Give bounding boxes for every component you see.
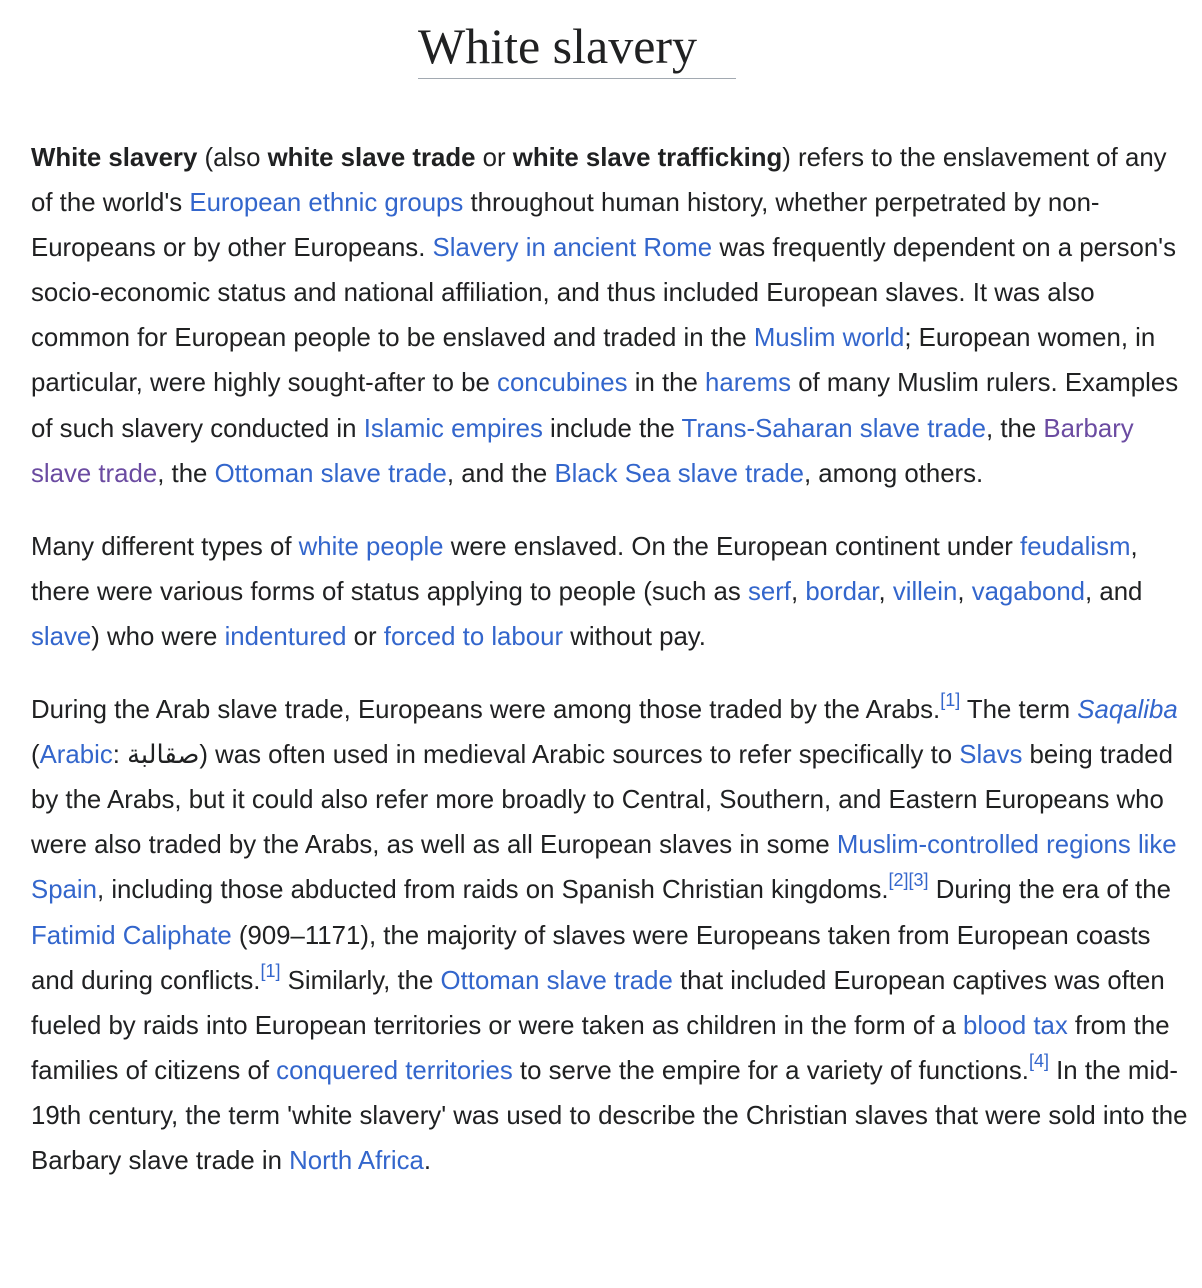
bold-term: white slave trade	[267, 144, 476, 172]
link-villein[interactable]: villein	[892, 577, 958, 606]
link-ottoman-slave-trade-2[interactable]: Ottoman slave trade	[440, 966, 673, 995]
text: from the families of citizens of	[31, 1011, 1170, 1085]
text: being traded by the Arabs, but it could also refer more broadly to Central, Southern, and Eastern Europeans who were also traded by the Arabs, as well as all European slaves in some	[31, 741, 1173, 860]
text: (also	[197, 144, 268, 172]
text: ) was often used in medieval Arabic sources to refer specifically to	[199, 741, 960, 770]
text: ,	[878, 577, 893, 606]
link-concubines[interactable]: concubines	[497, 369, 628, 398]
link-european-ethnic-groups[interactable]: European ethnic groups	[189, 189, 464, 218]
link-ottoman-slave-trade[interactable]: Ottoman slave trade	[214, 459, 447, 488]
text: ; European women, in particular, were highly sought-after to be	[31, 324, 1156, 398]
link-saqaliba[interactable]	[1077, 696, 1177, 724]
link-trans-saharan-slave-trade[interactable]: Trans-Saharan slave trade	[681, 414, 986, 443]
link-slave[interactable]: slave	[31, 622, 92, 651]
text: or	[475, 144, 513, 172]
link-forced-to-labour[interactable]: forced to labour	[383, 622, 564, 651]
paragraph-intro	[31, 136, 1191, 497]
text: (	[31, 741, 40, 770]
link-serf[interactable]: serf	[747, 577, 791, 606]
text: .	[423, 1146, 432, 1175]
reference-4[interactable]: [4]	[1028, 1050, 1049, 1071]
link-black-sea-slave-trade[interactable]: Black Sea slave trade	[554, 459, 804, 488]
link-slavs[interactable]: Slavs	[959, 741, 1023, 770]
text: During the era of the	[928, 876, 1171, 905]
text: , among others.	[803, 459, 984, 488]
link-islamic-empires[interactable]: Islamic empires	[363, 414, 543, 443]
link-indentured[interactable]: indentured	[224, 622, 347, 651]
text: (909–1171), the majority of slaves were Europeans taken from European coasts and during conflicts.	[31, 921, 1151, 995]
reference-1-again[interactable]: [1]	[260, 960, 281, 981]
link-bordar[interactable]: bordar	[805, 577, 879, 606]
link-saqaliba-label: Saqaliba	[1077, 696, 1178, 725]
text: The term	[960, 696, 1078, 725]
link-barbary-slave-trade[interactable]: Barbary slave trade	[31, 414, 1134, 488]
bold-term: White slavery	[31, 144, 198, 172]
link-arabic[interactable]: Arabic	[39, 741, 113, 770]
link-vagabond[interactable]: vagabond	[971, 577, 1086, 606]
text: in the	[627, 369, 706, 398]
text: was frequently dependent on a person's socio-economic status and national affiliation, and thus included European slaves. It was also common for European people to be enslaved and traded in the	[31, 234, 1177, 353]
link-blood-tax[interactable]: blood tax	[963, 1011, 1068, 1040]
reference-1[interactable]: [1]	[940, 690, 961, 711]
link-white-people[interactable]: white people	[298, 532, 444, 561]
text: In the mid-19th century, the term 'white slavery' was used to describe the Christian slaves that were sold into the Barbary slave trade in	[31, 1056, 1188, 1175]
article-body	[31, 136, 1191, 1212]
text: During the Arab slave trade, Europeans were among those traded by the Arabs.	[31, 696, 941, 725]
text: were enslaved. On the European continent under	[443, 532, 1021, 561]
bold-term: white slave trafficking	[512, 144, 783, 172]
text: ,	[957, 577, 972, 606]
text: , the	[157, 459, 215, 488]
link-muslim-world[interactable]: Muslim world	[753, 324, 905, 353]
text: ) refers to the enslavement of any of the world's	[31, 144, 1167, 218]
text: Similarly, the	[280, 966, 441, 995]
text: :	[112, 741, 128, 770]
reference-2[interactable]: [2]	[888, 870, 909, 891]
text: Many different types of	[31, 532, 299, 561]
text: , and the	[446, 459, 555, 488]
link-conquered-territories[interactable]: conquered territories	[276, 1056, 513, 1085]
text: include the	[542, 414, 682, 443]
paragraph-types	[31, 525, 1191, 660]
link-fatimid-caliphate[interactable]: Fatimid Caliphate	[31, 921, 232, 950]
text: , including those abducted from raids on Spanish Christian kingdoms.	[96, 876, 889, 905]
link-muslim-controlled-regions-spain[interactable]: Muslim-controlled regions like Spain	[31, 831, 1177, 905]
link-north-africa[interactable]: North Africa	[289, 1146, 424, 1175]
arabic-term: صقالبة	[127, 741, 200, 770]
text: ) who were	[91, 622, 225, 651]
link-feudalism[interactable]: feudalism	[1020, 532, 1131, 561]
reference-3[interactable]: [3]	[908, 870, 929, 891]
page-title: White slavery	[418, 18, 698, 74]
text: throughout human history, whether perpetrated by non-Europeans or by other Europeans.	[31, 189, 1100, 263]
link-slavery-ancient-rome[interactable]: Slavery in ancient Rome	[432, 234, 713, 263]
text: , and	[1085, 577, 1143, 606]
text: , the	[986, 414, 1044, 443]
paragraph-arab-trade	[31, 688, 1191, 1184]
text: of many Muslim rulers. Examples of such slavery conducted in	[31, 369, 1179, 443]
text: that included European captives was often fueled by raids into European territories or were taken as children in the form of a	[31, 966, 1165, 1040]
link-harems[interactable]: harems	[705, 369, 792, 398]
text: , there were various forms of status applying to people (such as	[31, 532, 1138, 606]
text: ,	[790, 577, 806, 606]
text: without pay.	[563, 622, 706, 651]
text: or	[346, 622, 384, 651]
page-title-container	[418, 14, 736, 79]
text: to serve the empire for a variety of functions.	[512, 1056, 1029, 1085]
